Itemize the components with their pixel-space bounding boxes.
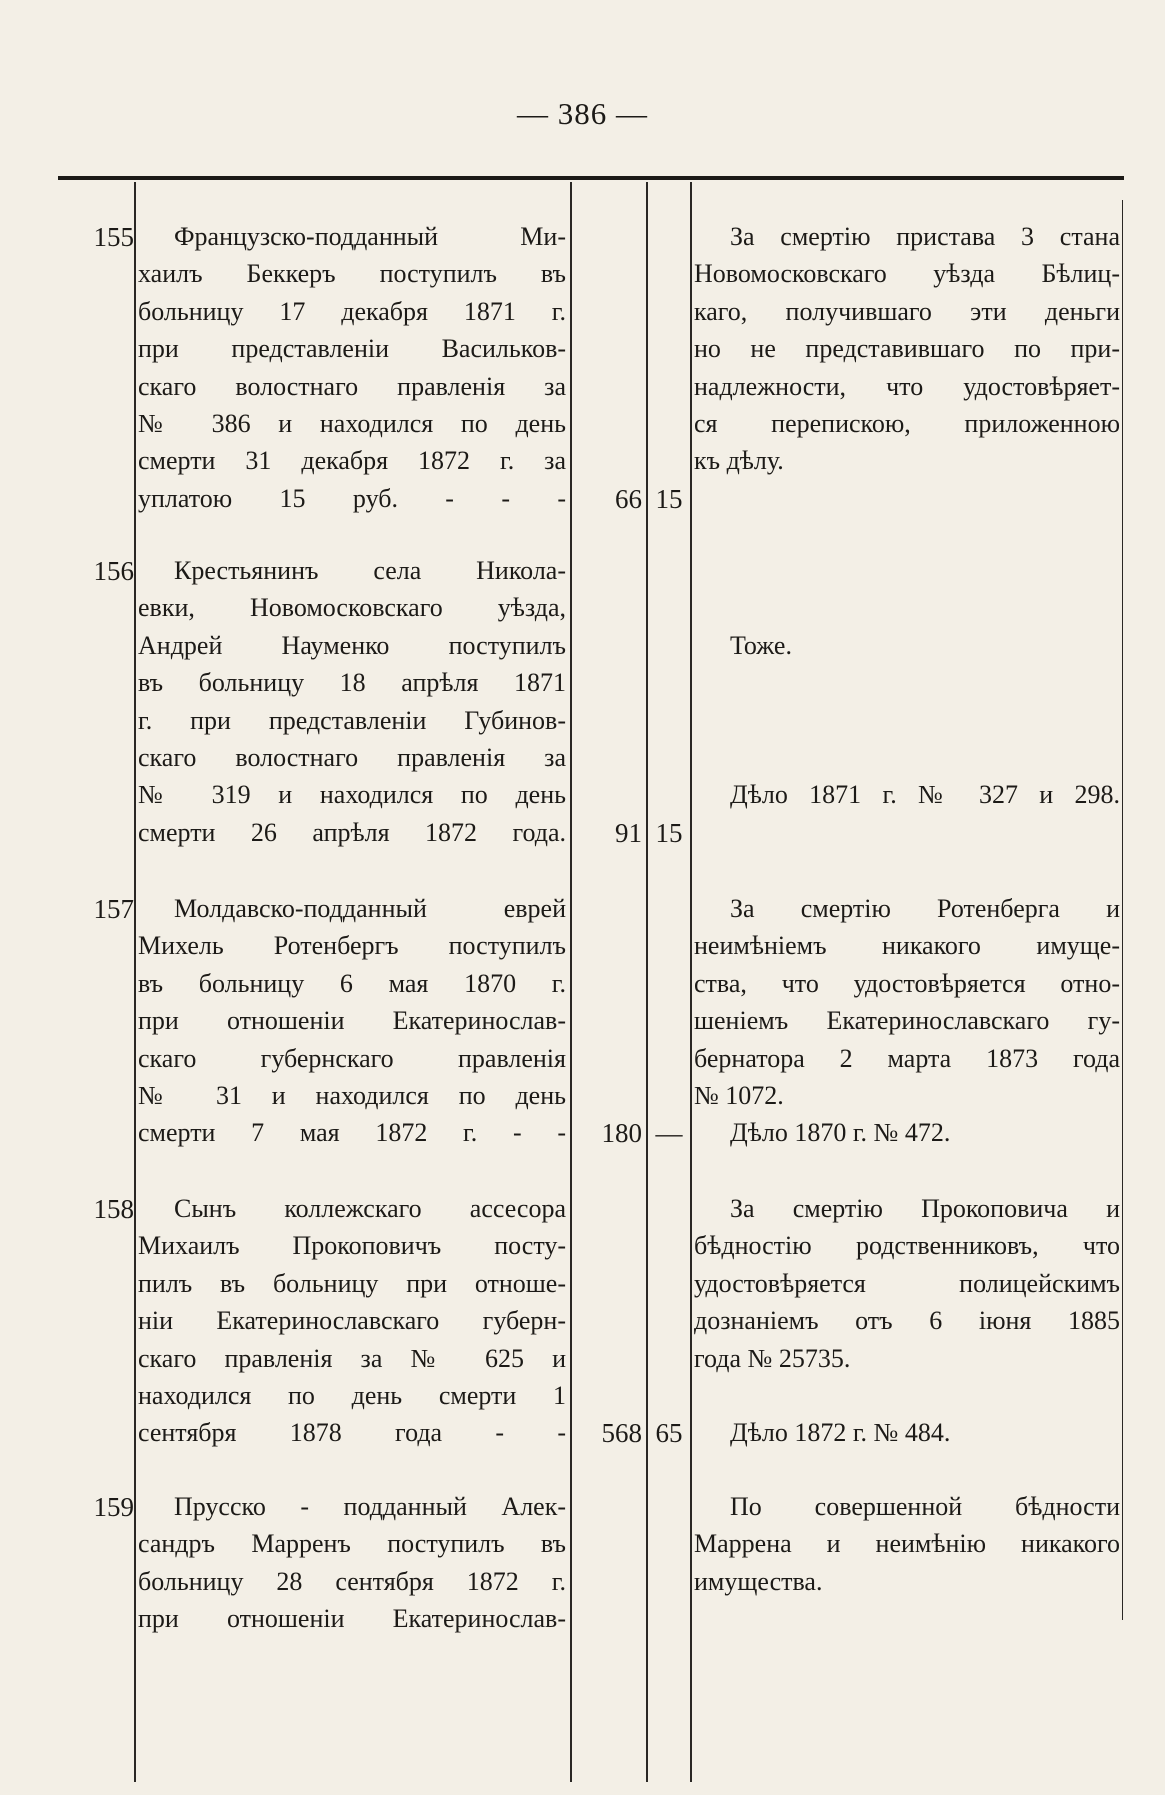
column-rule [646,182,648,1782]
text-line: находился по день смерти 1 [138,1381,566,1411]
text-line: смерти 7 мая 1872 г. - - [138,1118,566,1148]
note-line: неимѣніемъ никакого имуще- [694,931,1120,961]
note-line: Тоже. [730,631,792,660]
entry-number: 157 [93,894,134,924]
note-line: къ дѣлу. [694,446,784,476]
note-line: удостовѣряется полицейскимъ [694,1268,1120,1298]
text-line: при отношеніи Екатеринослав- [138,1006,566,1036]
note-line: Новомосковскаго уѣзда Бѣлиц- [694,259,1120,289]
text-line: при отношеніи Екатеринослав- [138,1604,566,1634]
column-rule [1122,200,1123,1620]
text-line: хаилъ Беккеръ поступилъ въ [138,259,566,289]
text-line: № 31 и находился по день [138,1081,566,1111]
column-rule [570,182,572,1782]
entry-text [138,218,566,517]
amount-kopecks: 15 [655,484,683,514]
text-line: смерти 26 апрѣля 1872 года. [138,817,566,847]
text-line: № 319 и находился по день [138,780,566,810]
entry-note [694,890,1120,1152]
amount-rubles: 66 [615,484,642,514]
text-line: больницу 17 декабря 1871 г. [138,296,566,326]
amount-kopecks: 15 [655,818,683,848]
table-top-rule [58,176,1124,180]
amount-rubles: 180 [601,1118,642,1148]
page-number: — 386 — [517,96,648,131]
note-line: Дѣло 1872 г. № 484. [730,1418,951,1448]
entry-text [138,1488,566,1638]
note-line: имущества. [694,1566,823,1596]
note-line: бѣдностію родственниковъ, что [694,1231,1120,1261]
amount-rubles: 91 [615,818,642,848]
note-line: Дѣло 1870 г. № 472. [730,1118,951,1148]
entry-number: 156 [93,556,134,586]
entry-note [694,1488,1120,1600]
note-line: но не представившаго по при- [694,334,1120,364]
note-line: надлежности, что удостовѣряет- [694,371,1120,401]
text-line: сандръ Марренъ поступилъ въ [138,1529,566,1559]
text-line: Французско-подданный Ми- [174,222,566,251]
amount-kopecks: — [655,1118,683,1148]
entry-text [138,552,566,851]
entry-number: 155 [93,222,134,252]
text-line: больницу 28 сентября 1872 г. [138,1566,566,1596]
note-line: По совершенной бѣдности [730,1492,1120,1521]
entry-number: 159 [93,1492,134,1522]
note-line: шеніемъ Екатеринославскаго гу- [694,1006,1120,1036]
note-line: бернатора 2 марта 1873 года [694,1043,1120,1073]
note-line: Маррена и неимѣнію никакого [694,1529,1120,1559]
note-line: дознаніемъ отъ 6 іюня 1885 [694,1306,1120,1336]
note-line: За смертію Ротенберга и [730,894,1120,923]
text-line: Прусско - подданный Алек- [174,1492,566,1521]
text-line: № 386 и находился по день [138,409,566,439]
text-line: сентября 1878 года - - [138,1418,566,1448]
text-line: евки, Новомосковскаго уѣзда, [138,593,566,623]
entry-note [694,1190,1120,1451]
entry-note [694,552,1120,814]
note-line: За смертію пристава 3 стана [730,222,1120,251]
text-line: Крестьянинъ села Никола- [174,556,566,585]
text-line: г. при представленіи Губинов- [138,705,566,735]
text-line: смерти 31 декабря 1872 г. за [138,446,566,476]
note-line: ства, что удостовѣряется отно- [694,968,1120,998]
text-line: при представленіи Васильков- [138,334,566,364]
text-line: уплатою 15 руб. - - - [138,483,566,513]
text-line: скаго волостнаго правленія за [138,371,566,401]
note-line: № 1072. [694,1081,784,1111]
entry-number: 158 [93,1194,134,1224]
text-line: Михаилъ Прокоповичъ посту- [138,1231,566,1261]
column-rule [690,182,692,1782]
note-line: года № 25735. [694,1343,851,1373]
text-line: пилъ въ больницу при отноше- [138,1268,566,1298]
note-line: каго, получившаго эти деньги [694,296,1120,326]
text-line: ніи Екатеринославскаго губерн- [138,1306,566,1336]
note-line: ся перепискою, приложенною [694,409,1120,439]
entry-text [138,1190,566,1452]
text-line: скаго губернскаго правленія [138,1043,566,1073]
text-line: Михель Ротенбергъ поступилъ [138,931,566,961]
text-line: Андрей Науменко поступилъ [138,630,566,660]
entry-text [138,890,566,1152]
text-line: въ больницу 6 мая 1870 г. [138,968,566,998]
entry-note [694,218,1120,480]
note-line: Дѣло 1871 г. № 327 и 298. [730,780,1120,810]
text-line: въ больницу 18 апрѣля 1871 [138,668,566,698]
column-rule [134,182,136,1782]
text-line: Сынъ коллежскаго ассесора [174,1194,566,1223]
text-line: Молдавско-подданный еврей [174,894,566,923]
text-line: скаго волостнаго правленія за [138,743,566,773]
text-line: скаго правленія за № 625 и [138,1343,566,1373]
note-line: За смертію Прокоповича и [730,1194,1120,1223]
amount-kopecks: 65 [655,1418,683,1448]
amount-rubles: 568 [601,1418,642,1448]
